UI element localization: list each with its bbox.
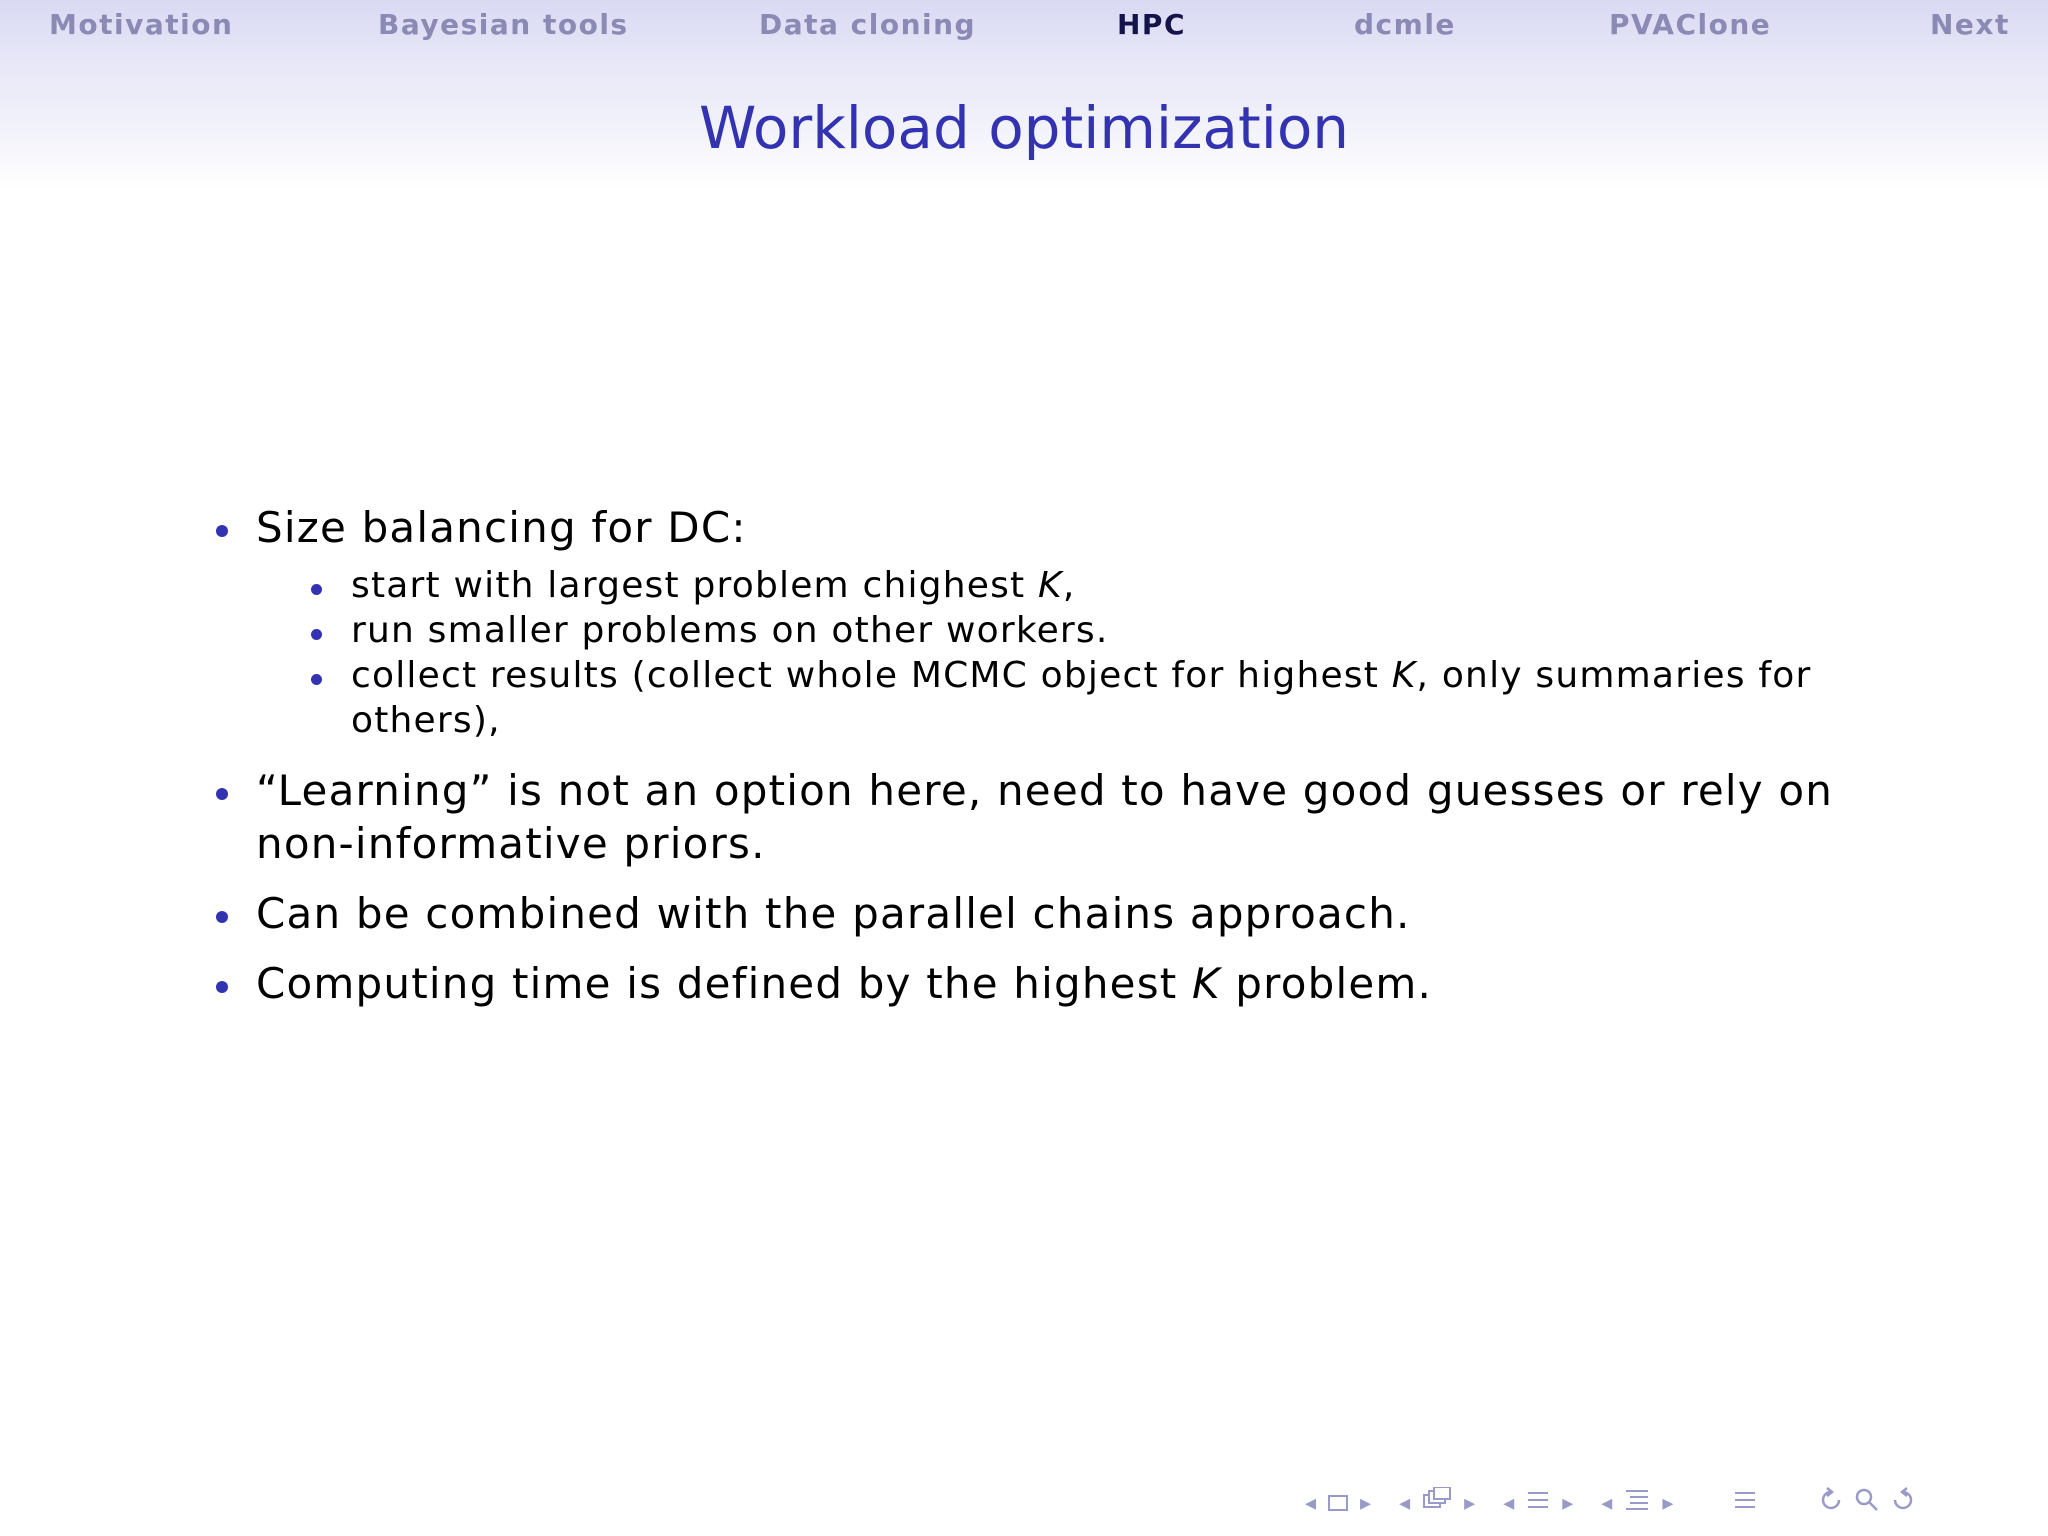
- bullet-marker: [216, 911, 228, 923]
- sub-bullet-text: ,: [1062, 565, 1076, 606]
- bullet-learning-line1: “Learning” is not an option here, need to have good guesses or rely on: [256, 766, 1834, 815]
- bullet-learning-line2: non-informative priors.: [256, 819, 766, 868]
- beamer-navigation-symbols: [1305, 1483, 1917, 1523]
- sub-bullet-marker: [311, 584, 322, 595]
- bullet-text: problem.: [1220, 959, 1433, 1008]
- sub-bullet-marker: [311, 629, 322, 640]
- arrow-right-icon[interactable]: ▸: [1662, 1490, 1674, 1516]
- redo-icon[interactable]: [1889, 1486, 1917, 1520]
- align-icon[interactable]: [1733, 1488, 1757, 1518]
- math-k: K: [1038, 565, 1063, 606]
- arrow-right-icon[interactable]: ▸: [1360, 1490, 1372, 1516]
- arrow-right-icon[interactable]: ▸: [1562, 1490, 1574, 1516]
- bullet-parallel-chains: Can be combined with the parallel chains approach.: [256, 889, 1411, 938]
- nav-item-hpc[interactable]: HPC: [1117, 8, 1187, 41]
- sub-bullet-start-largest: [351, 565, 1075, 606]
- bullet-marker: [216, 981, 228, 993]
- arrow-left-icon[interactable]: ◂: [1399, 1490, 1411, 1516]
- slide-title: Workload optimization: [698, 94, 1350, 162]
- nav-item-motivation[interactable]: Motivation: [49, 8, 234, 41]
- bullet-size-balancing: Size balancing for DC:: [256, 503, 747, 552]
- sub-bullet-marker: [311, 674, 322, 685]
- nav-item-dcmle[interactable]: dcmle: [1354, 8, 1456, 41]
- nav-item-bayesian-tools[interactable]: Bayesian tools: [378, 8, 629, 41]
- nav-item-data-cloning[interactable]: Data cloning: [759, 8, 977, 41]
- sub-bullet-collect-results-cont: others),: [351, 700, 501, 741]
- math-k: K: [1391, 655, 1417, 696]
- sub-bullet-run-smaller: run smaller problems on other workers.: [351, 610, 1109, 651]
- arrow-right-icon[interactable]: ▸: [1464, 1490, 1476, 1516]
- nav-item-pvaclone[interactable]: PVAClone: [1609, 8, 1772, 41]
- section-icon[interactable]: [1526, 1488, 1550, 1518]
- arrow-left-icon[interactable]: ◂: [1305, 1490, 1317, 1516]
- bullet-marker: [216, 788, 228, 800]
- arrow-left-icon[interactable]: ◂: [1601, 1490, 1613, 1516]
- arrow-left-icon[interactable]: ◂: [1503, 1490, 1515, 1516]
- undo-icon[interactable]: [1817, 1486, 1845, 1520]
- search-icon[interactable]: [1853, 1486, 1881, 1520]
- sub-bullet-text: start with largest problem chighest: [351, 565, 1038, 606]
- bullet-computing-time: [256, 959, 1432, 1008]
- bullet-marker: [216, 525, 228, 537]
- frame-icon[interactable]: [1328, 1495, 1348, 1511]
- sub-bullet-text: collect results (collect whole MCMC object for highest: [351, 655, 1392, 696]
- sub-bullet-text: , only summaries for: [1416, 655, 1812, 696]
- bullet-text: Computing time is defined by the highest: [256, 959, 1192, 1008]
- sub-bullet-collect-results: [351, 655, 1811, 696]
- subsection-icon[interactable]: [1422, 1487, 1452, 1519]
- list-icon[interactable]: [1624, 1487, 1650, 1519]
- math-k: K: [1192, 959, 1221, 1008]
- nav-item-next[interactable]: Next: [1930, 8, 2010, 41]
